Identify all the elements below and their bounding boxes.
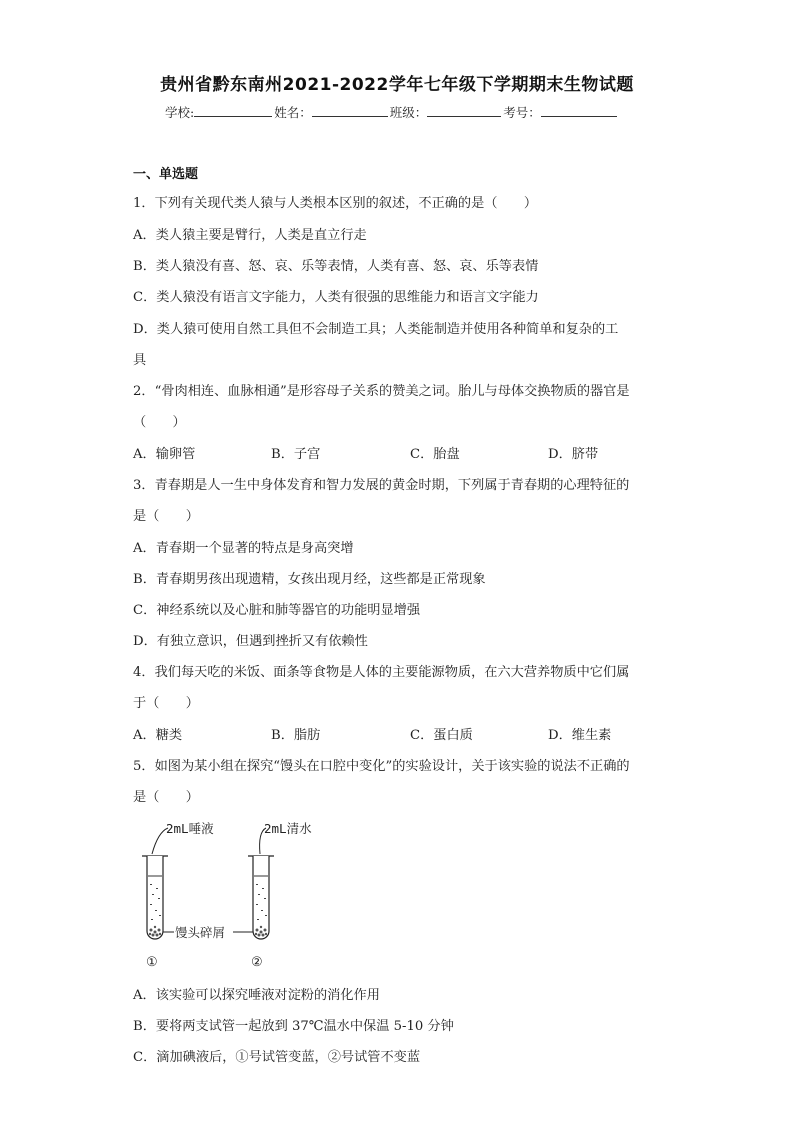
test-tube-2 xyxy=(248,856,274,939)
section-heading: 一、单选题 xyxy=(133,167,199,182)
question-2-option-d[interactable]: D．脐带 xyxy=(548,447,599,462)
question-5-option-a[interactable]: A．该实验可以探究唾液对淀粉的消化作用 xyxy=(133,988,380,1003)
question-4-option-d[interactable]: D．维生素 xyxy=(548,728,612,743)
class-label: 班级： xyxy=(389,105,428,120)
question-4-stem-continued: 于（ ） xyxy=(133,696,199,711)
question-3-option-a[interactable]: A．青春期一个显著的特点是身高突增 xyxy=(133,541,354,556)
question-5-option-c[interactable]: C．滴加碘液后，①号试管变蓝，②号试管不变蓝 xyxy=(133,1050,421,1065)
question-5-option-b[interactable]: B．要将两支试管一起放到 37℃温水中保温 5-10 分钟 xyxy=(133,1019,454,1034)
question-2-stem-continued: （ ） xyxy=(133,415,186,430)
question-2-option-c[interactable]: C．胎盘 xyxy=(410,447,460,462)
tube-2-number: ② xyxy=(251,955,263,970)
question-3-option-d[interactable]: D．有独立意识，但遇到挫折又有依赖性 xyxy=(133,634,368,649)
exam-no-label: 考号： xyxy=(503,105,541,120)
question-5-stem: 5．如图为某小组在探究“馒头在口腔中变化”的实验设计，关于该实验的说法不正确的 xyxy=(133,759,630,774)
exam-no-blank[interactable] xyxy=(541,104,617,117)
class-blank[interactable] xyxy=(427,104,501,117)
question-4-option-c[interactable]: C．蛋白质 xyxy=(410,728,473,743)
question-3-stem-continued: 是（ ） xyxy=(133,509,199,524)
tube-1-label: 2mL唾液 xyxy=(166,821,214,836)
question-1-option-d-continued: 具 xyxy=(133,353,147,368)
question-1-option-a[interactable]: A．类人猿主要是臂行，人类是直立行走 xyxy=(133,228,367,243)
test-tube-1 xyxy=(142,856,168,939)
question-3-option-b[interactable]: B．青春期男孩出现遗精，女孩出现月经，这些都是正常现象 xyxy=(133,572,486,587)
question-4-stem: 4．我们每天吃的米饭、面条等食物是人体的主要能源物质，在六大营养物质中它们属 xyxy=(133,665,630,680)
question-1-stem: 1．下列有关现代类人猿与人类根本区别的叙述，不正确的是（ ） xyxy=(133,196,538,211)
name-blank[interactable] xyxy=(312,104,388,117)
question-4-option-b[interactable]: B．脂肪 xyxy=(271,728,321,743)
question-3-option-c[interactable]: C．神经系统以及心脏和肺等器官的功能明显增强 xyxy=(133,603,421,618)
question-1-option-b[interactable]: B．类人猿没有喜、怒、哀、乐等表情，人类有喜、怒、哀、乐等表情 xyxy=(133,259,539,274)
question-1-option-c[interactable]: C．类人猿没有语言文字能力，人类有很强的思维能力和语言文字能力 xyxy=(133,290,539,305)
question-5-stem-continued: 是（ ） xyxy=(133,790,199,805)
test-tube-figure xyxy=(130,818,350,978)
question-2-option-b[interactable]: B．子宫 xyxy=(271,447,321,462)
question-1-option-d[interactable]: D．类人猿可使用自然工具但不会制造工具；人类能制造并使用各种简单和复杂的工 xyxy=(133,322,619,337)
question-3-stem: 3．青春期是人一生中身体发育和智力发展的黄金时期，下列属于青春期的心理特征的 xyxy=(133,478,630,493)
tube-1-number: ① xyxy=(146,955,158,970)
school-blank[interactable] xyxy=(194,104,272,117)
school-label: 学校: xyxy=(165,105,195,120)
student-info-row xyxy=(165,103,619,121)
tube-2-label: 2mL清水 xyxy=(264,821,312,836)
question-2-option-a[interactable]: A．输卵管 xyxy=(133,447,196,462)
question-2-stem: 2．“骨肉相连、血脉相通”是形容母子关系的赞美之词。胎儿与母体交换物质的器官是 xyxy=(133,384,630,399)
question-4-option-a[interactable]: A．糖类 xyxy=(133,728,183,743)
name-label: 姓名： xyxy=(274,105,312,120)
page-title: 贵州省黔东南州2021-2022学年七年级下学期期末生物试题 xyxy=(160,75,634,95)
bread-crumbs-label: 馒头碎屑 xyxy=(175,925,226,940)
